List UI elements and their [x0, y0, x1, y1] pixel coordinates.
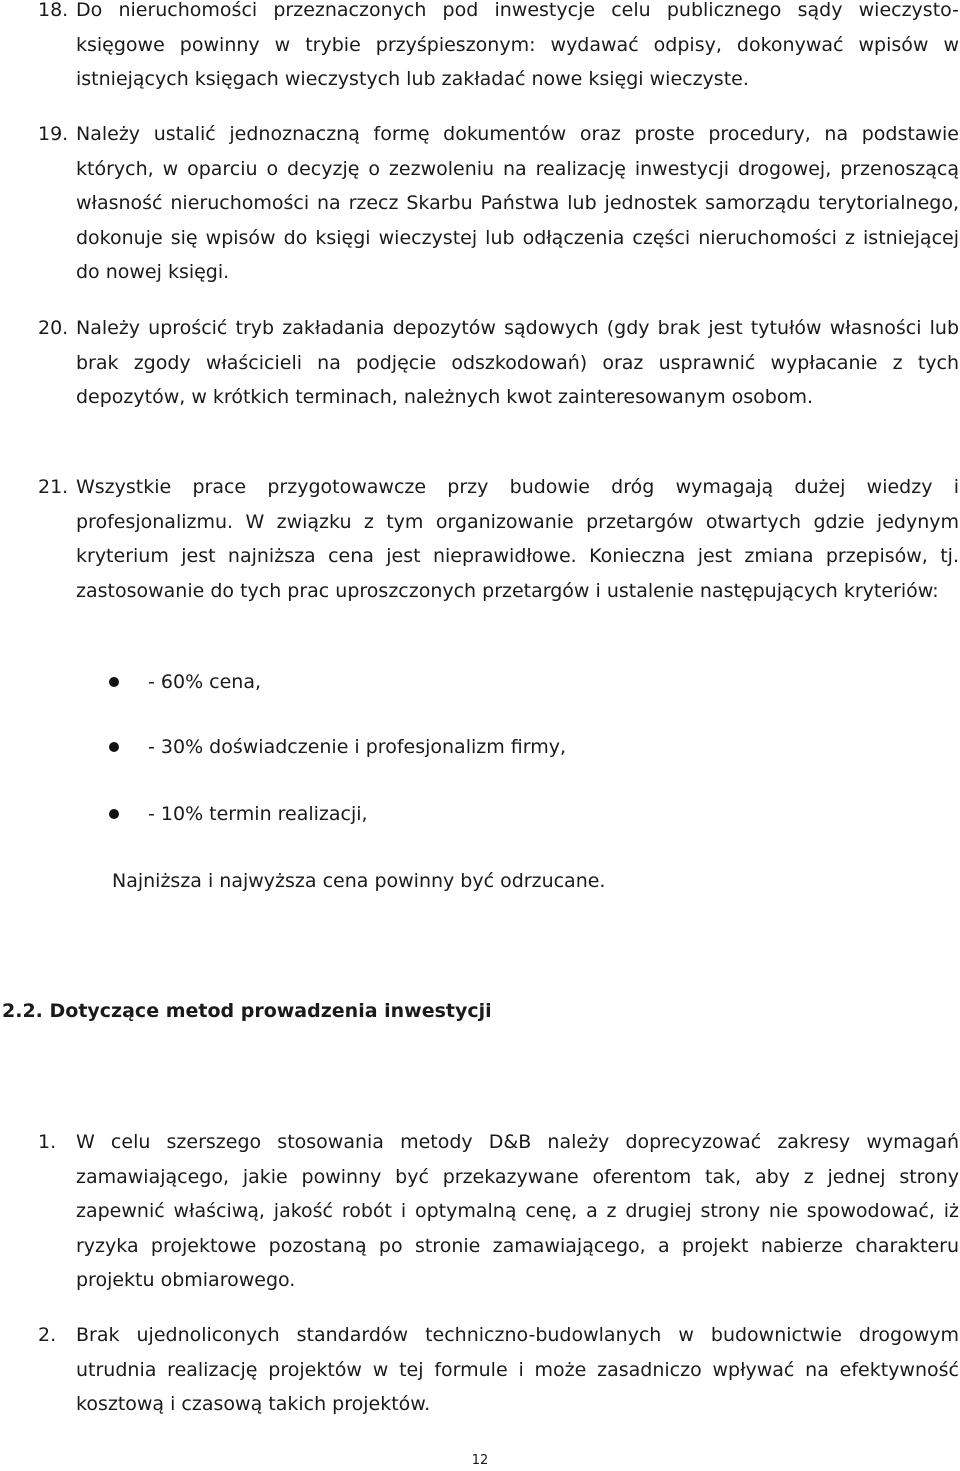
item-number: 20.	[38, 317, 69, 339]
item-text: Należy uprościć tryb zakładania depozytów sądowych (gdy brak jest tytułów własności lub brak zgody właścicieli na podjęcie odszkodowań) oraz usprawnić wypłacanie z tych depozytów, w krótkich terminach, należnych kwot zainteresowanym osobom.	[76, 317, 959, 408]
item-text: Brak ujednoliconych standardów techniczno-budowlanych w budownictwie drogowym utrudnia realizację projektów w tej formule i może zasadniczo wpływać na efektywność kosztową i czasową takich projektów.	[76, 1324, 959, 1415]
item-text: Wszystkie prace przygotowawcze przy budowie dróg wymagają dużej wiedzy i profesjonalizmu. W związku z tym organizowanie przetargów otwartych gdzie jedynym kryterium jest najniższa cena jest nieprawidłowe. Konieczna jest zmiana przepisów, tj. zastosowanie do tych prac uproszczonych przetargów i ustalenie następujących kryteriów:	[76, 476, 959, 602]
item-number: 1.	[38, 1131, 57, 1153]
bullet-item	[112, 732, 566, 762]
item-number: 19.	[38, 123, 69, 145]
list-item-19	[38, 117, 959, 290]
section-heading: 2.2. Dotyczące metod prowadzenia inwestycji	[2, 1000, 492, 1022]
bullet-item	[112, 799, 368, 829]
bullet-icon	[109, 742, 119, 752]
page-number: 12	[471, 1453, 489, 1468]
closing-line: Najniższa i najwyższa cena powinny być odrzucane.	[112, 870, 606, 892]
item-number: 18.	[38, 0, 69, 21]
item-text: W celu szerszego stosowania metody D&B należy doprecyzować zakresy wymagań zamawiającego, jakie powinny być przekazywane oferentom tak, aby z jednej strony zapewnić właściwą, jakość robót i optymalną cenę, a z drugiej strony nie spowodować, iż ryzyka projektowe pozostaną po stronie zamawiającego, a projekt nabierze charakteru projektu obmiarowego.	[76, 1131, 959, 1291]
section-list-item-2	[38, 1318, 959, 1422]
item-number: 2.	[38, 1324, 57, 1346]
list-item-21	[38, 470, 959, 608]
list-item-20	[38, 311, 959, 415]
bullet-text: - 10% termin realizacji,	[148, 803, 368, 825]
item-text: Należy ustalić jednoznaczną formę dokumentów oraz proste procedury, na podstawie których, w oparciu o decyzję o zezwoleniu na realizację inwestycji drogowej, przenoszącą własność nieruchomości na rzecz Skarbu Państwa lub jednostek samorządu terytorialnego, dokonuje się wpisów do księgi wieczystej lub odłączenia części nieruchomości z istniejącej do nowej księgi.	[76, 123, 959, 283]
list-item-18	[38, 0, 959, 97]
item-number: 21.	[38, 476, 69, 498]
bullet-item	[112, 667, 261, 697]
bullet-icon	[109, 809, 119, 819]
bullet-text: - 30% doświadczenie i profesjonalizm firmy,	[148, 736, 567, 758]
bullet-text: - 60% cena,	[148, 671, 262, 693]
bullet-icon	[109, 677, 119, 687]
item-text: Do nieruchomości przeznaczonych pod inwestycje celu publicznego sądy wieczysto-księgowe powinny w trybie przyśpieszonym: wydawać odpisy, dokonywać wpisów w istniejących księgach wieczystych lub zakładać nowe księgi wieczyste.	[76, 0, 959, 90]
section-list-item-1	[38, 1125, 959, 1298]
